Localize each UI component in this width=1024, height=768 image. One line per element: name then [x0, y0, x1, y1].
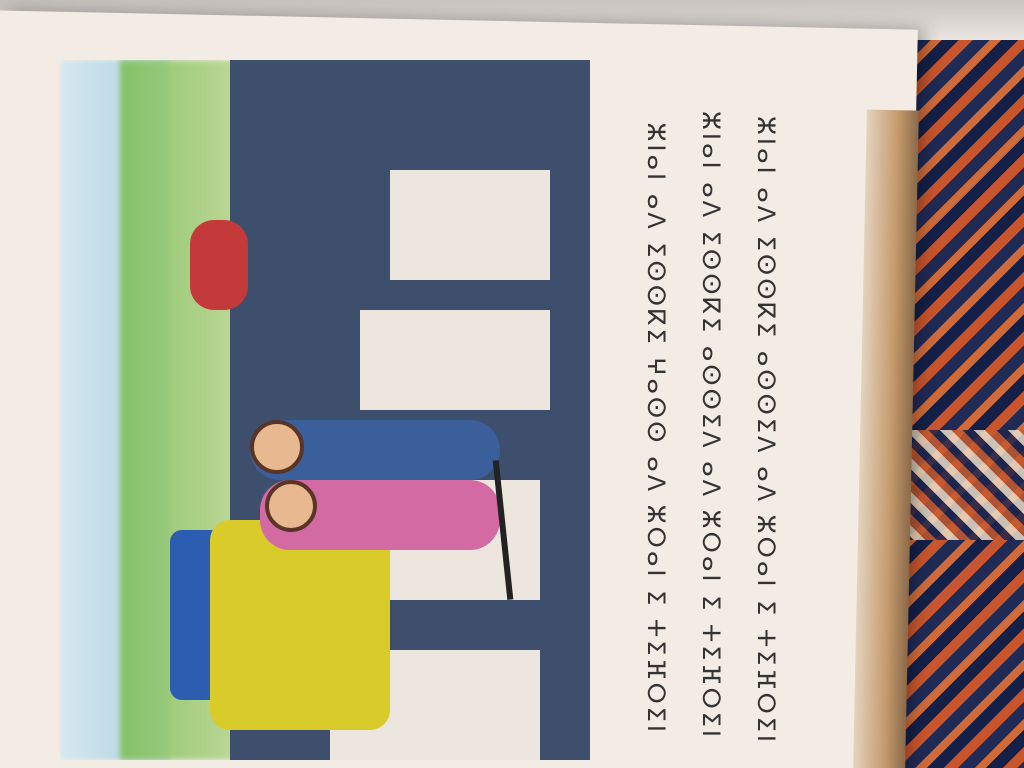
- text-line-2: ⵣⵏⴰⵏ ⴰⴷ ⵉⵙⵙⴽⵉ ⴰⵙⵙⵉⴷ ⴰⴷ ⵣⵔⴰⵏ ⵉ ⵜⵉⴼⵔⵉⵏ: [697, 110, 725, 740]
- crosswalk-stripe: [390, 170, 550, 280]
- crosswalk-illustration: [60, 60, 590, 760]
- boy-head: [250, 420, 304, 474]
- crosswalk-stripe: [360, 310, 550, 410]
- yellow-car: [210, 520, 390, 730]
- text-line-3: ⵣⵏⴰⵏ ⴰⴷ ⵉⵙⵙⴽⵉ ⴰⵙⵙⵉⴷ ⴰⴷ ⵣⵔⴰⵏ ⵉ ⵜⵉⴼⵔⵉⵏ: [752, 115, 780, 745]
- girl-head: [265, 480, 317, 532]
- text-line-1: ⵣⵏⴰⵏ ⴰⴷ ⵉⵙⵙⴽⵉ ⵖⴰⵙⵙ ⴰⴷ ⵣⵔⴰⵏ ⵉ ⵜⵉⴼⵔⵉⵏ: [642, 122, 670, 735]
- red-car: [190, 220, 248, 310]
